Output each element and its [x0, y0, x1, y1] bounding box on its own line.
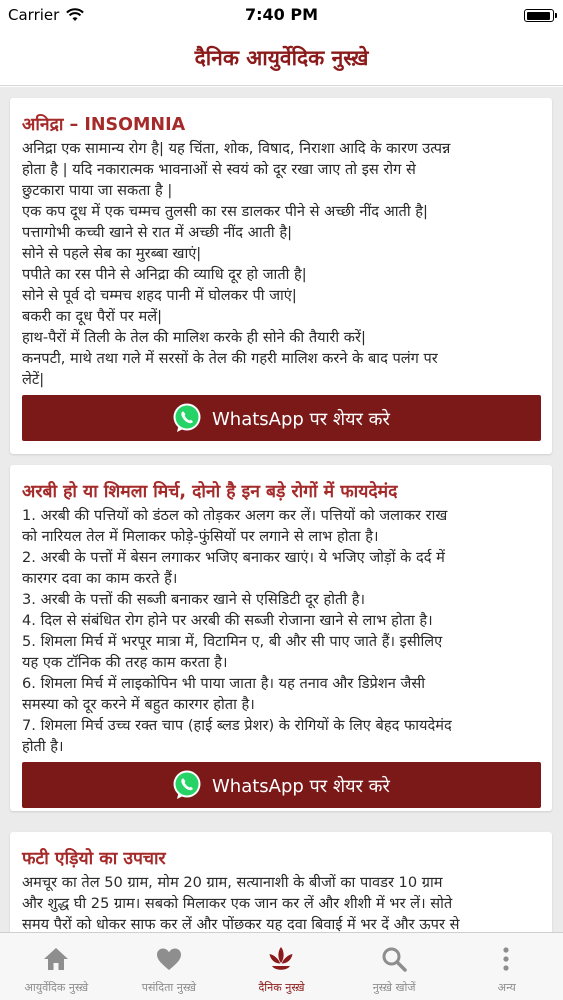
remedy-card — [10, 98, 552, 454]
tab-bar — [0, 932, 563, 1000]
card-line: होता है | यदि नकारात्मक भावनाओं से स्वयं को दूर रखा जाए तो इस रोग से — [22, 161, 416, 178]
tab-ayurvedic-remedies[interactable] — [0, 933, 113, 1000]
card-line: छुटकारा पाया जा सकता है | — [22, 182, 173, 199]
card-title: अनिद्रा – INSOMNIA — [22, 115, 186, 135]
card-line: को नारियल तेल में मिलाकर फोड़े-फुंसियों पर लगाने से लाभ होता है। — [22, 528, 379, 545]
tab-more[interactable] — [450, 933, 563, 1000]
card-title: फटी एड़ियो का उपचार — [22, 849, 166, 869]
card-line: 1. अरबी की पत्तियों को डंठल को तोड़कर अलग कर लें। पत्तियों को जलाकर राख — [22, 507, 448, 524]
more-icon — [491, 944, 521, 974]
card-line: 5. शिमला मिर्च में भरपूर मात्रा में, विटामिन ए, बी और सी पाए जाते हैं। इसीलिए — [22, 633, 443, 650]
tab-favorite-remedies[interactable] — [113, 933, 226, 1000]
carrier-label: Carrier — [8, 6, 60, 24]
whatsapp-icon — [170, 401, 204, 435]
card-line: समस्या को दूर करने में बहुत कारगर होता है। — [22, 696, 255, 713]
tab-label: पसंदिता नुस्ख़े — [141, 981, 197, 994]
card-line: 4. दिल से संबंधित रोग होने पर अरबी की सब्जी रोजाना खाने से लाभ होता है। — [22, 612, 433, 629]
card-body — [22, 138, 544, 390]
card-line: हाथ-पैरों में तिली के तेल की मालिश करके ही सोने की तैयारी करें| — [22, 329, 366, 346]
card-line: कारगर दवा का काम करते हैं। — [22, 570, 178, 587]
whatsapp-icon — [170, 768, 204, 802]
search-icon — [379, 944, 409, 974]
status-bar — [0, 0, 563, 30]
clock: 7:40 PM — [244, 5, 318, 24]
whatsapp-share-button[interactable] — [22, 762, 541, 808]
card-line: सोने से पहले सेब का मुरब्बा खाएं| — [22, 245, 202, 262]
tab-daily-remedies[interactable] — [225, 933, 338, 1000]
tab-search-remedies[interactable] — [338, 933, 451, 1000]
tab-label: आयुर्वेदिक नुस्ख़े — [24, 981, 89, 994]
card-line: एक कप दूध में एक चम्मच तुलसी का रस डालकर पीने से अच्छी नींद आती है| — [22, 203, 428, 220]
card-line: लेटें| — [22, 371, 45, 388]
page-title: दैनिक आयुर्वेदिक नुस्ख़े — [194, 46, 369, 70]
card-line: यह एक टॉनिक की तरह काम करता है। — [22, 654, 228, 671]
card-line: अमचूर का तेल 50 ग्राम, मोम 20 ग्राम, सत्यानाशी के बीजों का पावडर 10 ग्राम — [22, 874, 443, 891]
share-label: WhatsApp पर शेयर करे — [212, 409, 390, 430]
navigation-bar — [0, 30, 563, 86]
share-label: WhatsApp पर शेयर करे — [212, 776, 390, 797]
card-line: सोने से पूर्व दो चम्मच शहद पानी में घोलकर पी जाएं| — [22, 287, 297, 304]
card-line: पत्तागोभी कच्ची खाने से रात में अच्छी नींद आती है| — [22, 224, 293, 241]
card-line: समय पैरों को धोकर साफ कर लें और पोंछकर यह दवा बिवाई में भर दें और ऊपर से — [22, 916, 460, 932]
remedy-card — [10, 832, 552, 932]
card-line: अनिद्रा एक सामान्य रोग है| यह चिंता, शोक, विषाद, निराशा आदि के कारण उत्पन्न — [22, 140, 451, 157]
card-line: पपीते का रस पीने से अनिद्रा की व्याधि दूर हो जाती है| — [22, 266, 307, 283]
tab-label: अन्य — [497, 981, 516, 994]
card-line: 6. शिमला मिर्च में लाइकोपिन भी पाया जाता है। यह तनाव और डिप्रेशन जैसी — [22, 675, 425, 692]
card-line: 2. अरबी के पत्तों में बेसन लगाकर भजिए बनाकर खाएं। ये भजिए जोड़ों के दर्द में — [22, 549, 445, 566]
tab-label: दैनिक नुस्ख़े — [258, 981, 305, 994]
card-line: कनपटी, माथे तथा गले में सरसों के तेल की गहरी मालिश करने के बाद पलंग पर — [22, 350, 438, 367]
whatsapp-share-button[interactable] — [22, 395, 541, 441]
card-title: अरबी हो या शिमला मिर्च, दोनो है इन बड़े रोगों में फायदेमंद — [22, 482, 398, 502]
card-line: और शुद्ध घी 25 ग्राम। सबको मिलाकर एक जान कर लें और शीशी में भर लें। सोते — [22, 895, 453, 912]
home-icon — [41, 944, 71, 974]
card-body — [22, 505, 544, 757]
heart-icon — [154, 944, 184, 974]
card-line: 7. शिमला मिर्च उच्च रक्त चाप (हाई ब्लड प्रेशर) के रोगियों के लिए बेहद फायदेमंद — [22, 717, 452, 734]
lotus-icon — [266, 944, 296, 974]
card-line: 3. अरबी के पत्तों की सब्जी बनाकर खाने से एसिडिटी दूर होती है। — [22, 591, 366, 608]
remedy-feed[interactable] — [0, 87, 563, 932]
card-body — [22, 872, 544, 932]
card-line: बकरी का दूध पैरों पर मलें| — [22, 308, 163, 325]
battery-icon — [524, 9, 554, 22]
remedy-card — [10, 465, 552, 811]
tab-label: नुस्ख़े खोजें — [372, 981, 416, 994]
card-line: होती है। — [22, 738, 64, 755]
